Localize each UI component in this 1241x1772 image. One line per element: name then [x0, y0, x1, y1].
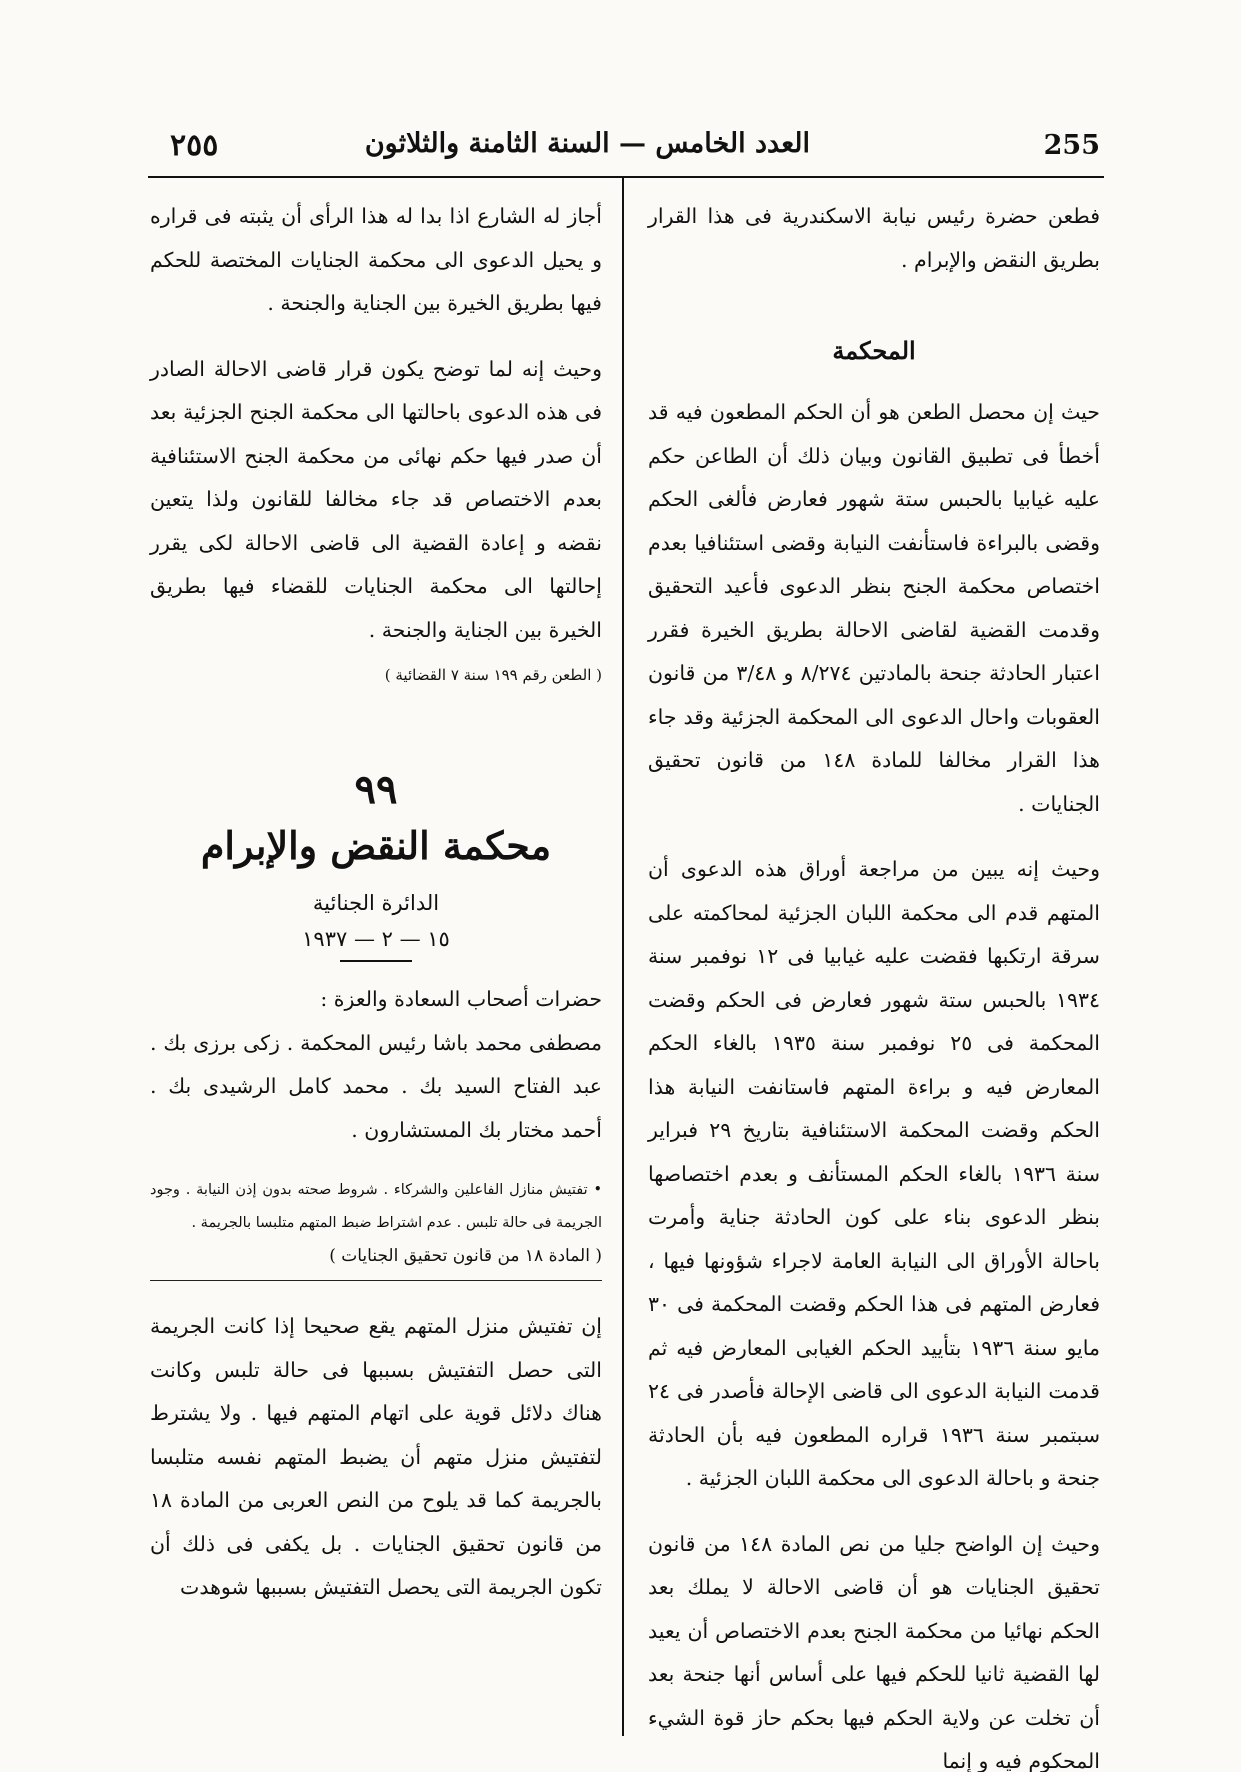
judgment-date: ١٥ — ٢ — ١٩٣٧ [302, 927, 450, 951]
right-column [648, 195, 1100, 1772]
headnote: • تفتيش منازل الفاعلين والشركاء . شروط صحته بدون إذن النيابة . وجود الجريمة فى حالة تلبس . عدم اشتراط ضبط المتهم متلبسا بالجريمة . [150, 1182, 602, 1231]
page-number-arabic: ٢٥٥ [170, 128, 219, 163]
left-column [150, 195, 602, 1610]
headnote-rule [150, 1280, 602, 1281]
intro-paragraph: فطعن حضرة رئيس نيابة الاسكندرية فى هذا القرار بطريق النقض والإبرام . [648, 204, 1100, 272]
circuit-name: الدائرة الجنائية [312, 891, 440, 915]
headnote-reference: ( المادة ١٨ من قانون تحقيق الجنايات ) [329, 1246, 602, 1266]
body-paragraph: وحيث إن الواضح جليا من نص المادة ١٤٨ من قانون تحقيق الجنايات هو أن قاضى الاحالة لا يملك بعد الحكم نهائيا من محكمة الجنح بعدم الاختصاص أن يعيد لها القضية ثانيا للحكم فيها على أساس أنها جنحة بعد أن تخلت عن ولاية الحكم فيها بحكم حاز قوة الشيء المحكوم فيه و إنما [648, 1531, 1101, 1772]
principle-paragraph: إن تفتيش منزل المتهم يقع صحيحا إذا كانت الجريمة التى حصل التفتيش بسببها فى حالة تلبس وكانت هناك دلائل قوية على اتهام المتهم فيها . ولا يشترط لتفتيش منزل متهم أن يضبط المتهم نفسه متلبسا بالجريمة كما قد يلوح من النص العربى من المادة ١٨ من قانون تحقيق الجنايات . بل يكفى فى ذلك أن تكون الجريمة التى يحصل التفتيش بسببها شوهدت [150, 1314, 602, 1599]
judges-list: مصطفى محمد باشا رئيس المحكمة . زكى برزى بك . عبد الفتاح السيد بك . محمد كامل الرشيدى بك . أحمد مختار بك المستشارون . [150, 1030, 602, 1142]
court-heading: المحكمة [832, 336, 916, 365]
body-paragraph: وحيث إنه لما توضح يكون قرار قاضى الاحالة الصادر فى هذه الدعوى باحالتها الى محكمة الجنح الجزئية بعد أن صدر فيها حكم نهائى من محكمة الجنح الاستئنافية بعدم الاختصاص قد جاء مخالفا للقانون ولذا يتعين نقضه و إعادة القضية الى قاضى الاحالة لكى يقرر إحالتها الى محكمة الجنايات للقضاء فيها بطريق الخيرة بين الجناية والجنحة . [150, 356, 602, 642]
header-rule [148, 176, 1104, 178]
court-name: محكمة النقض والإبرام [200, 823, 552, 868]
body-paragraph: وحيث إنه يبين من مراجعة أوراق هذه الدعوى أن المتهم قدم الى محكمة اللبان الجزئية لمحاكمته على سرقة ارتكبها فقضت عليه غيابيا فى ١٢ نوفمبر سنة ١٩٣٤ بالحبس ستة شهور فعارض فى الحكم وقضت المحكمة فى ٢٥ نوفمبر سنة ١٩٣٥ بالغاء الحكم المعارض فيه و براءة المتهم فاستانفت النيابة هذا الحكم وقضت المحكمة الاستئنافية بتاريخ ٢٩ فبراير سنة ١٩٣٦ بالغاء الحكم المستأنف و بعدم اختصاصها بنظر الدعوى بناء على كون الحادثة جناية وأمرت باحالة الأوراق الى النيابة العامة لاجراء شؤونها فيها ، فعارض المتهم فى هذا الحكم وقضت المحكمة فى ٣٠ مايو سنة ١٩٣٦ بتأييد الحكم الغيابى المعارض فيه ثم قدمت النيابة الدعوى الى قاضى الإحالة فأصدر فى ٢٤ سبتمبر سنة ١٩٣٦ قراره المطعون فيه بأن الحادثة جنحة و باحالة الدعوى الى محكمة اللبان الجزئية . [648, 857, 1100, 1490]
issue-title: العدد الخامس — السنة الثامنة والثلاثون [364, 128, 810, 159]
section-rule [340, 960, 412, 962]
column-divider [622, 176, 624, 1736]
judges-intro: حضرات أصحاب السعادة والعزة : [320, 987, 602, 1011]
case-number: ٩٩ [354, 766, 398, 813]
appeal-citation: ( الطعن رقم ١٩٩ سنة ٧ القضائية ) [384, 666, 602, 684]
body-paragraph: حيث إن محصل الطعن هو أن الحكم المطعون فيه قد أخطأ فى تطبيق القانون وبيان ذلك أن الطاعن حكم عليه غيابيا بالحبس ستة شهور فعارض فألغى الحكم وقضى بالبراءة فاستأنفت النيابة وقضى استئنافيا بعدم اختصاص محكمة الجنح بنظر الدعوى فأعيد التحقيق وقدمت القضية لقاضى الاحالة بطريق الخيرة فقرر اعتبار الحادثة جنحة بالمادتين ٨/٢٧٤ و ٣/٤٨ من قانون العقوبات واحال الدعوى الى المحكمة الجزئية وقد جاء هذا القرار مخالفا للمادة ١٤٨ من قانون تحقيق الجنايات . [648, 400, 1100, 816]
body-paragraph: أجاز له الشارع اذا بدا له هذا الرأى أن يثبته فى قراره و يحيل الدعوى الى محكمة الجنايات المختصة للحكم فيها بطريق الخيرة بين الجناية والجنحة . [150, 204, 602, 315]
page-header [150, 128, 1100, 172]
page-number-latin: 255 [1043, 130, 1100, 161]
